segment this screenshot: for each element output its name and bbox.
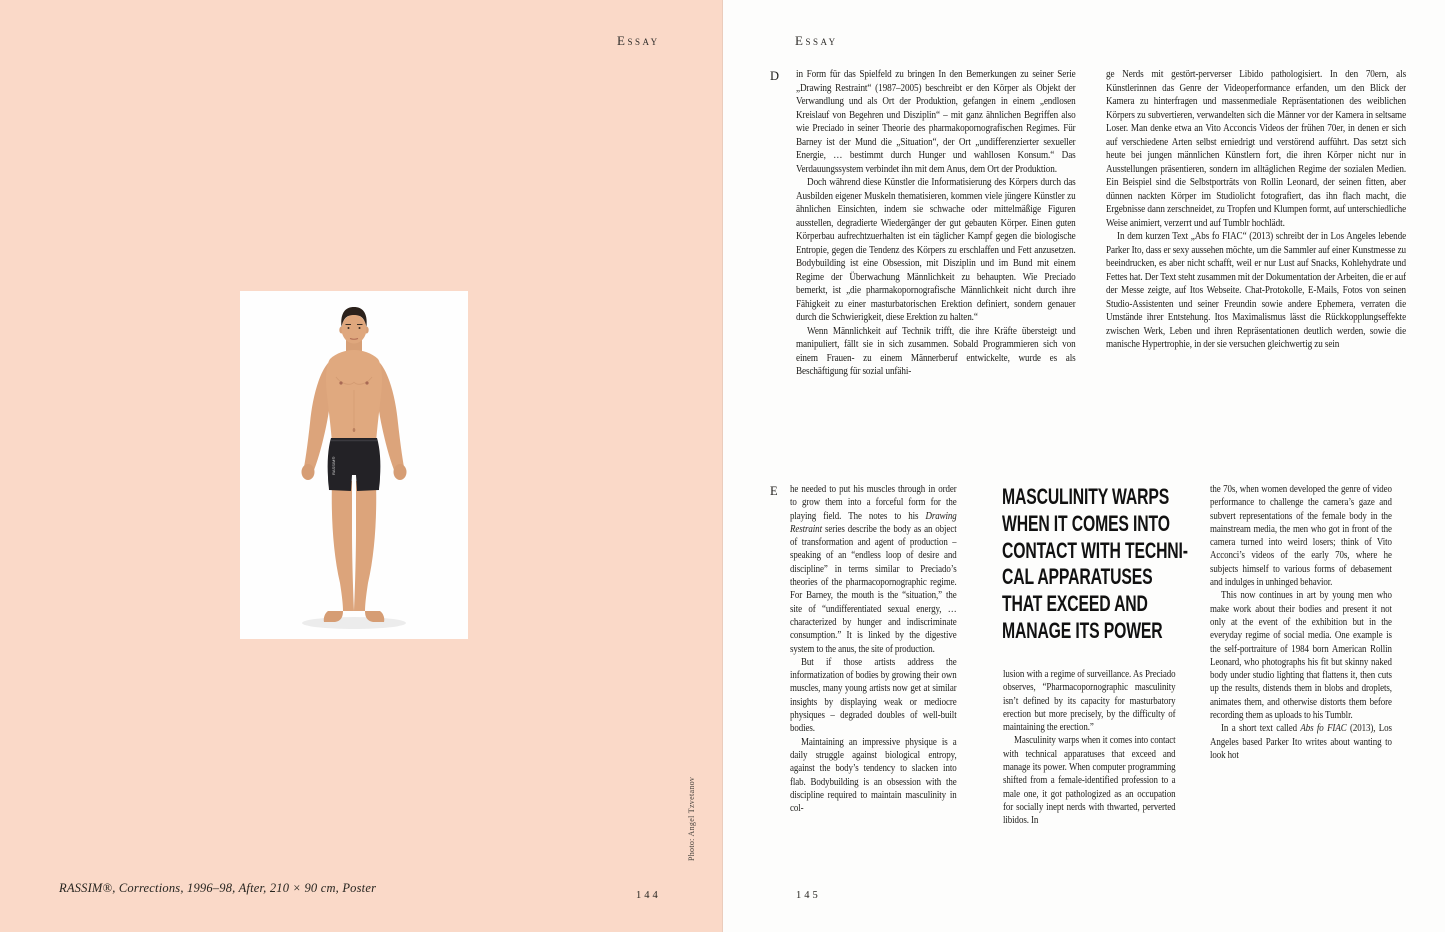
drop-cap-english: E [770,484,778,498]
artwork-photo [240,291,468,639]
page-gutter [722,0,723,932]
body-paragraph: In a short text called Abs fo FIAC (2013), Los Angeles based Parker Ito writes about wanting to look hot [1210,723,1392,761]
italic-title: Drawing Restraint [790,510,957,535]
body-paragraph: Masculinity warps when it comes into contact with technical apparatuses that exceed and manage its power. When computer programming shifted from a female-identified profession to a male one, it got pathologized as an occupation for socially inept nerds with thwarted, perverted libidos. In [1003,735,1176,827]
man-figure-image [240,291,468,639]
body-paragraph: Maintaining an impressive physique is a daily struggle against biological entropy, against the body’s tendency to slacken into flab. Bodybuilding is an obsession with the discipline required to maintain masculinity in col- [790,736,957,815]
english-text-column-1 [790,483,957,923]
pull-quote-line: THAT EXCEED AND [1002,591,1148,617]
pull-quote-line: CAL APPARATUSES [1002,564,1153,590]
artwork-caption: RASSIM®, Corrections, 1996–98, After, 210 × 90 cm, Poster [59,881,377,895]
english-text-column-3 [1210,483,1392,903]
pull-quote-line: WHEN IT COMES INTO [1002,510,1170,536]
page-number-right: 145 [796,890,821,901]
left-essay-header: Essay [617,33,660,48]
body-paragraph: in Form für das Spielfeld zu bringen In den Bemerkungen zu seiner Serie „Drawing Restraint“ (1987–2005) beschreibt er den Körper als Objekt der Verwandlung und als Ort der Produktion, gefangen in einem „endlosen Kreislauf von Begehren und Disziplin“ – mit ganz ähnlichen Begriffen also wie Preciado in seiner Theorie des pharmakopornografischen Regimes. Für Barney ist der Mund die „Situation“, der Ort „undifferenzierter sexueller Energie, … bestimmt durch Hunger und wahllosen Konsum.“ Das Verdauungssystem verbindet ihn mit dem Anus, dem Ort der Produktion. [796,68,1076,175]
body-paragraph: Doch während diese Künstler die Informatisierung des Körpers durch das Ausbilden eigener Muskeln thematisieren, kommen viele jüngere Künstler zu ähnlichen Einsichten, indem sie schwache oder mittelmäßige Figuren ausstellen, degradierte Wiedergänger der gut gebauten Körper. Einen guten Körperbau aufrechtzuerhalten ist ein täglicher Kampf gegen die biologische Entropie, gegen die Tendenz des Körpers zu erschlaffen und Fett anzusetzen. Bodybuilding ist eine Obsession, mit Disziplin und im Bund mit einem Regime der Überwachung Männlichkeit zu behaupten. Wie Preciado bemerkt, ist „die pharmakopornografische Männlichkeit nicht durch ihre Fähigkeit zu einer masturbatorischen Erektion definiert, sondern genauer durch die Schwierigkeit, diese Erektion zu halten.“ [796,176,1076,323]
body-paragraph: This now continues in art by young men who make work about their bodies and present it not only at the event of the exhibition but in the everyday regime of social media. One example is the self-portraiture of 1984 born American Rollin Leonard, who photographs his fit but skinny naked body under studio lighting that flattens it, then cuts up the results, distends them in blobs and droplets, animates them, and otherwise distorts them before recording them as uploads to his Tumblr. [1210,590,1392,722]
body-paragraph: Wenn Männlichkeit auf Technik trifft, die ihre Kräfte übersteigt und manipuliert, fällt sie in sich zusammen. Sobald Programmieren sich von einem Frauen- zu einem Männerberuf entwickelte, wurde es als Beschäftigung für sozial unfähi- [796,324,1076,377]
pull-quote-line: MASCULINITY WARPS [1002,484,1170,509]
page-number-left: 144 [636,890,661,901]
italic-title: Abs fo FIAC [1300,723,1347,735]
pull-quote [1002,484,1191,645]
pull-quote-line: MANAGE ITS POWER [1002,617,1163,643]
drop-cap-german: D [770,69,780,83]
body-paragraph: lusion with a regime of surveillance. As Preciado observes, “Pharmacopornographic masculinity isn’t defined by its capacity for masturbatory erection but more precisely, by the difficulty of maintaining the erection.” [1003,669,1176,734]
body-paragraph: But if those artists address the informatization of bodies by growing their own muscles, many young artists now get at similar insights by displaying weak or mediocre physiques – degraded doubles of well-built bodies. [790,656,957,735]
body-paragraph: the 70s, when women developed the genre of video performance to challenge the camera’s gaze and subvert representations of the female body in the mainstream media, the men who got in front of the camera turned into weird losers; think of Vito Acconci’s videos of the early 70s, where he subjects himself to various forms of debasement and indulges in unhinged behavior. [1210,484,1392,589]
body-paragraph: he needed to put his muscles through in order to grow them into a forceful form for the playing field. The notes to his Drawing Restraint series describe the body as an object of transformation and agent of production – speaking of an “endless loop of desire and discipline” in terms similar to Preciado’s theories of the pharmacopornographic regime. For Barney, the mouth is the “situation,” the site of “undifferentiated sexual energy, … characterized by hunger and indiscriminate consumption.” It is linked by the digestive system to the anus, the site of production. [790,484,957,655]
right-essay-header: Essay [795,33,838,48]
german-text-column-2 [1106,68,1406,470]
german-text-column-1 [796,68,1076,470]
body-paragraph: In dem kurzen Text „Abs fo FIAC“ (2013) schreibt der in Los Angeles lebende Parker Ito, dass er sexy aussehen möchte, um die Sammler auf einer Kunstmesse zu beeindrucken, es aber nicht schafft, weil er nur Lust auf Snacks, Kohlehydrate und Fettes hat. Der Text steht zusammen mit der Dokumentation der Arbeiten, die er auf der Messe zeigte, auf Itos Webseite. Chat-Protokolle, E-Mails, Fotos von seinen Studio-Assistenten und seiner Freundin sowie andere Ephemera, verraten die Umstände ihrer Entstehung. Itos Maximalismus lässt die Rückkopplungseffekte zwischen Werk, Leben und ihren Repräsentationen deutlich werden, sowie die manische Hypertrophie, in der sie versuchen gleichwertig zu sein [1106,230,1407,350]
shorts-brand-label: RASSIM® [331,456,336,475]
pull-quote-line: CONTACT WITH TECHNI- [1002,537,1188,563]
english-text-column-2 [1003,668,1176,913]
photo-credit: Photo: Angel Tzvetanov [687,776,696,861]
body-paragraph: ge Nerds mit gestört-perverser Libido pathologisiert. In den 70ern, als Künstlerinnen das Genre der Videoperformance erfanden, um den Blick der Kamera zu hinterfragen und massenmediale Repräsentationen des weiblichen Körpers zu subvertieren, verwandelten sich die Männer vor der Kamera in seltsame Loser. Man denke etwa an Vito Acconcis Videos der frühen 70er, in denen er sich auf verschiedene Arten selbst erniedrigt und verstörend aufführt. Das setzt sich heute bei jungen männlichen Künstlern fort, die ihren Körper nicht nur in Ausstellungen präsentieren, sondern im alltäglichen Regime der sozialen Medien. Ein Beispiel sind die Selbstporträts von Rollin Leonard, der seinen fitten, aber dünnen nackten Körper im Studiolicht fotografiert, das ihn flach macht, die Ergebnisse dann zerschneidet, zu Tropfen und Klumpen formt, auf unterschiedliche Weise animiert, verzerrt und auf Tumblr hochlädt. [1106,68,1407,229]
